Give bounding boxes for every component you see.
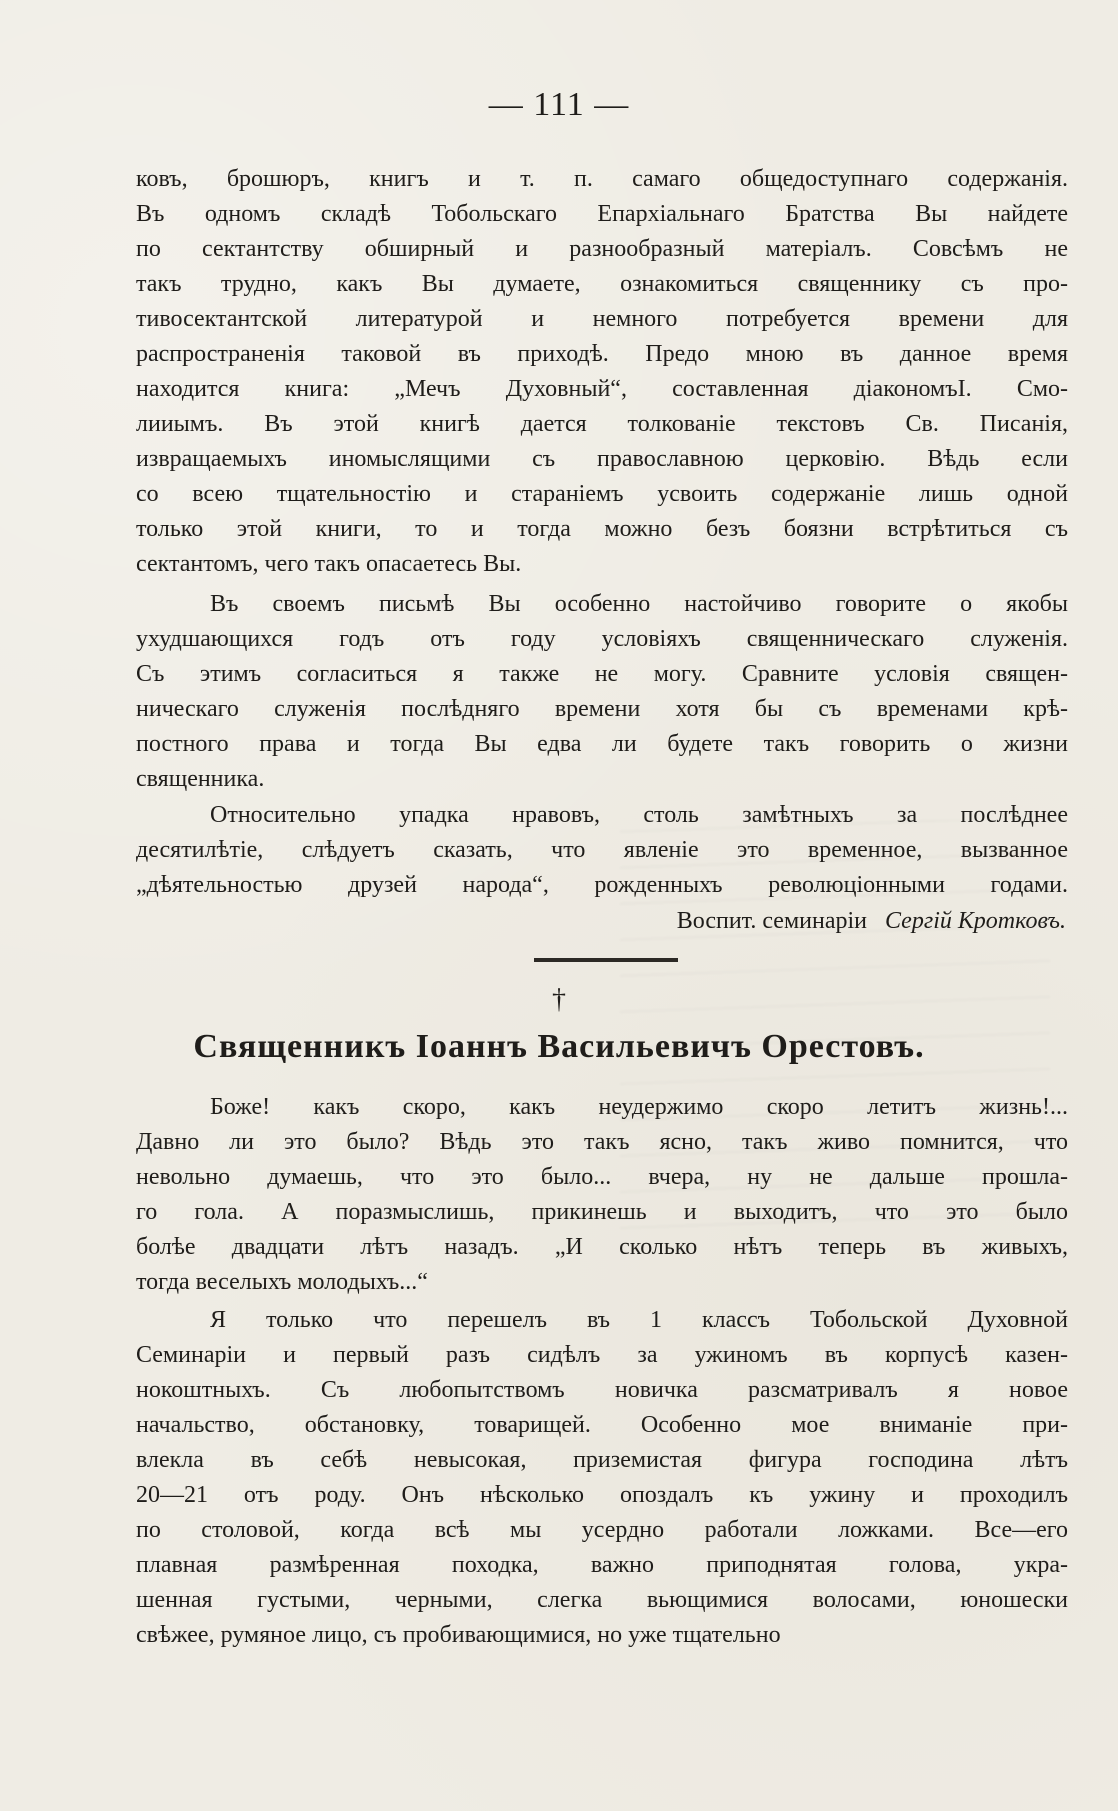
text-line: десятилѣтіе, слѣдуетъ сказать, что явленіе это временное, вызванное: [136, 837, 1068, 863]
page-number: — 111 —: [488, 86, 630, 123]
text-line: Давно ли это было? Вѣдь это такъ ясно, такъ живо помнится, что: [136, 1129, 1068, 1155]
signature-block: [677, 904, 1066, 939]
text-line: влекла въ себѣ невысокая, приземистая фигура господина лѣтъ: [136, 1447, 1068, 1473]
cross-symbol: †: [552, 984, 566, 1015]
text-line: Съ этимъ согласиться я также не могу. Сравните условія священ-: [136, 661, 1068, 687]
text-line: находится книга: „Мечъ Духовный“, составленная діакономъІ. Смо-: [136, 376, 1068, 402]
text-line: сектантомъ, чего такъ опасаетесь Вы.: [136, 551, 522, 577]
text-line: Я только что перешелъ въ 1 классъ Тобольской Духовной: [210, 1307, 1068, 1333]
text-line: по столовой, когда всѣ мы усердно работали ложками. Все—его: [136, 1517, 1068, 1543]
text-line: Семинаріи и первый разъ сидѣлъ за ужиномъ въ корпусѣ казен-: [136, 1342, 1068, 1368]
text-line: нокоштныхъ. Съ любопытствомъ новичка разсматривалъ я новое: [136, 1377, 1068, 1403]
text-line: Боже! какъ скоро, какъ неудержимо скоро летитъ жизнь!...: [210, 1094, 1068, 1120]
text-line: лииымъ. Въ этой книгѣ дается толкованіе текстовъ Св. Писанія,: [136, 411, 1068, 437]
paragraph-2: [136, 587, 1068, 797]
text-line: извращаемыхъ иномыслящими съ православною церковію. Вѣдь если: [136, 446, 1068, 472]
text-line: плавная размѣренная походка, важно приподнятая голова, укра-: [136, 1552, 1068, 1578]
text-line: только этой книги, то и тогда можно безъ боязни встрѣтиться съ: [136, 516, 1068, 542]
text-line: по сектантству обширный и разнообразный матеріалъ. Совсѣмъ не: [136, 236, 1068, 262]
text-line: со всею тщательностію и стараніемъ усвоить содержаніе лишь одной: [136, 481, 1068, 507]
bottom-paragraph-2: [136, 1303, 1068, 1653]
text-line: невольно думаешь, что это было... вчера, ну не дальше прошла-: [136, 1164, 1068, 1190]
text-line: ническаго служенія послѣдняго времени хотя бы съ временами крѣ-: [136, 696, 1068, 722]
text-line: такъ трудно, какъ Вы думаете, ознакомиться священнику съ про-: [136, 271, 1068, 297]
top-text-block: [136, 162, 1068, 582]
text-line: Въ одномъ складѣ Тобольскаго Епархіальнаго Братства Вы найдете: [136, 201, 1068, 227]
text-line: распространенія таковой въ приходѣ. Предо мною въ данное время: [136, 341, 1068, 367]
text-line: болѣе двадцати лѣтъ назадъ. „И сколько нѣтъ теперь въ живыхъ,: [136, 1234, 1068, 1260]
text-line: го гола. А поразмыслишь, прикинешь и выходитъ, что это было: [136, 1199, 1068, 1225]
text-line: постного права и тогда Вы едва ли будете такъ говорить о жизни: [136, 731, 1068, 757]
text-line: Относительно упадка нравовъ, столь замѣтныхъ за послѣднее: [210, 802, 1068, 828]
text-line: начальство, обстановку, товарищей. Особенно мое вниманіе при-: [136, 1412, 1068, 1438]
text-line: свѣжее, румяное лицо, съ пробивающимися, но уже тщательно: [136, 1622, 781, 1648]
section-rule: [534, 958, 678, 962]
signature-position: Воспит. семинаріи: [676, 908, 867, 934]
text-line: тивосектантской литературой и немного потребуется времени для: [136, 306, 1068, 332]
text-line: ухудшающихся годъ отъ году условіяхъ священническаго служенія.: [136, 626, 1068, 652]
paragraph-3: [136, 798, 1068, 903]
text-line: „дѣятельностью друзей народа“, рожденныхъ революціонными годами.: [136, 872, 1068, 898]
text-line: тогда веселыхъ молодыхъ...“: [136, 1269, 428, 1295]
text-line: священника.: [136, 766, 265, 792]
text-line: ковъ, брошюръ, книгъ и т. п. самаго общедоступнаго содержанія.: [136, 166, 1068, 192]
text-line: Въ своемъ письмѣ Вы особенно настойчиво говорите о якобы: [210, 591, 1068, 617]
text-line: шенная густыми, черными, слегка вьющимися волосами, юношески: [136, 1587, 1068, 1613]
signature-name: Сергій Кротковъ.: [885, 908, 1066, 934]
obituary-heading: Священникъ Іоаннъ Васильевичъ Орестовъ.: [193, 1028, 925, 1065]
text-line: 20—21 отъ роду. Онъ нѣсколько опоздалъ къ ужину и проходилъ: [136, 1482, 1068, 1508]
bottom-paragraph-1: [136, 1090, 1068, 1300]
